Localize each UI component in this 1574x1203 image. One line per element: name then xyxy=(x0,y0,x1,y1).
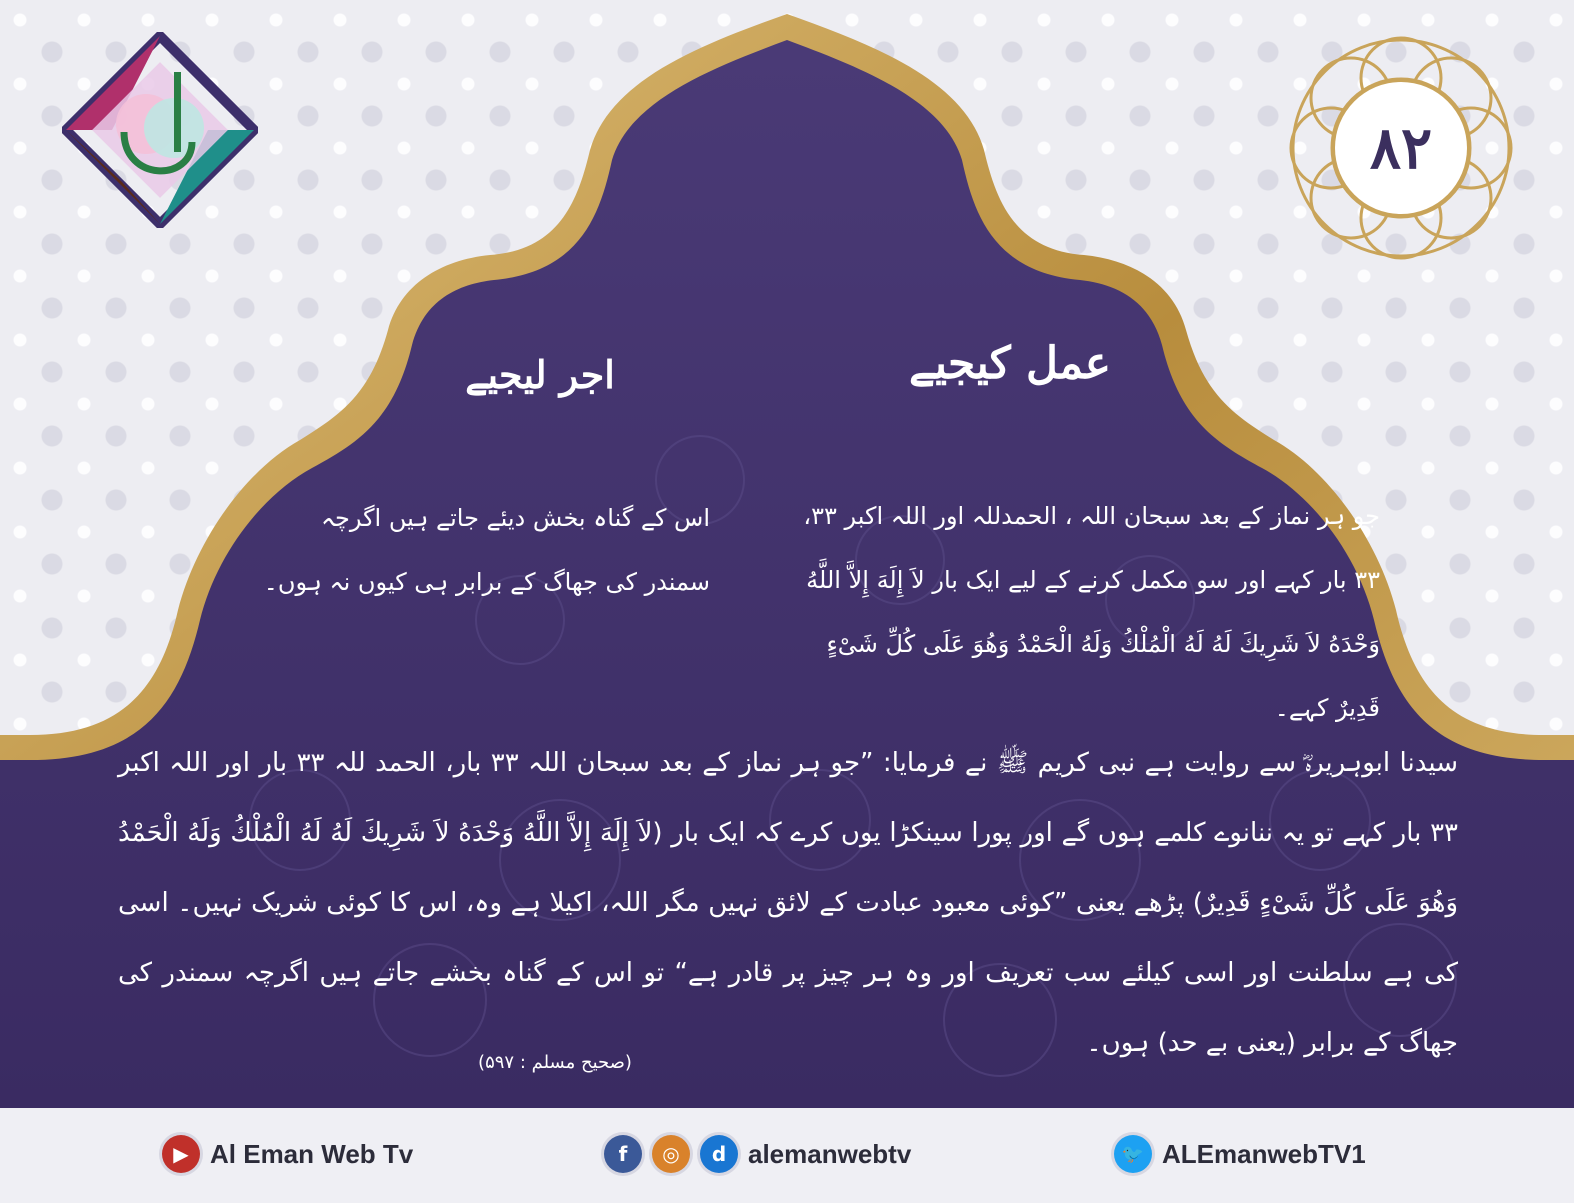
youtube-icon: ▶ xyxy=(162,1135,200,1173)
dailymotion-icon[interactable]: d xyxy=(700,1135,738,1173)
social-links xyxy=(604,1134,911,1174)
page-number-badge: ۸۲ xyxy=(1369,114,1433,182)
social-label[interactable]: alemanwebtv xyxy=(748,1138,912,1169)
youtube-link[interactable] xyxy=(162,1134,413,1174)
youtube-label: Al Eman Web Tv xyxy=(210,1138,414,1169)
facebook-icon[interactable]: f xyxy=(604,1135,642,1173)
twitter-icon: 🐦 xyxy=(1114,1135,1152,1173)
hadith-text: سیدنا ابوہریرہؓ سے روایت ہے نبی کریم ﷺ نے فرمایا: ”جو ہر نماز کے بعد سبحان اللہ ۳۳ بار، الحمد للہ ۳۳ بار اور اللہ اکبر ۳۳ بار کہے تو یہ ننانوے کلمے ہوں گے اور پورا سینکڑا یوں کرے کہ ایک بار (لاَ إِلَهَ إِلاَّ اللَّهُ وَحْدَهُ لاَ شَرِيكَ لَهُ لَهُ الْمُلْكُ وَلَهُ الْحَمْدُ وَهُوَ عَلَى كُلِّ شَىْءٍ قَدِيرٌ) پڑھے یعنی ”کوئی معبود عبادت کے لائق نہیں مگر اللہ، اکیلا ہے وہ، اس کا کوئی شریک نہیں۔ اسی کی ہے سلطنت اور اسی کیلئے سب تعریف اور وہ ہر چیز پر قادر ہے“ تو اس کے گناہ بخشے جاتے ہیں اگرچہ سمندر کی جھاگ کے برابر (یعنی بے حد) ہوں۔ xyxy=(118,748,1458,1058)
hadith-reference: (صحیح مسلم : ۵۹۷) xyxy=(478,1052,632,1073)
al-eman-logo xyxy=(62,32,258,228)
instagram-icon[interactable]: ◎ xyxy=(652,1135,690,1173)
amal-text: جو ہر نماز کے بعد سبحان اللہ ، الحمدللہ اور اللہ اکبر ۳۳، ۳۳ بار کہے اور سو مکمل کرنے کے لیے ایک بار لاَ إِلَهَ إِلاَّ اللَّهُ وَحْدَهُ لاَ شَرِيكَ لَهُ لَهُ الْمُلْكُ وَلَهُ الْحَمْدُ وَهُوَ عَلَى كُلِّ شَىْءٍ قَدِيرٌ کہے۔ xyxy=(803,502,1380,722)
twitter-link[interactable] xyxy=(1114,1134,1366,1174)
amal-heading: عمل کیجیے xyxy=(908,338,1112,389)
twitter-label: ALEmanwebTV1 xyxy=(1162,1138,1366,1169)
ajr-text: اس کے گناہ بخش دیئے جاتے ہیں اگرچہ سمندر کی جھاگ کے برابر ہی کیوں نہ ہوں۔ xyxy=(263,504,710,596)
ajr-heading: اجر لیجیے xyxy=(465,352,615,397)
